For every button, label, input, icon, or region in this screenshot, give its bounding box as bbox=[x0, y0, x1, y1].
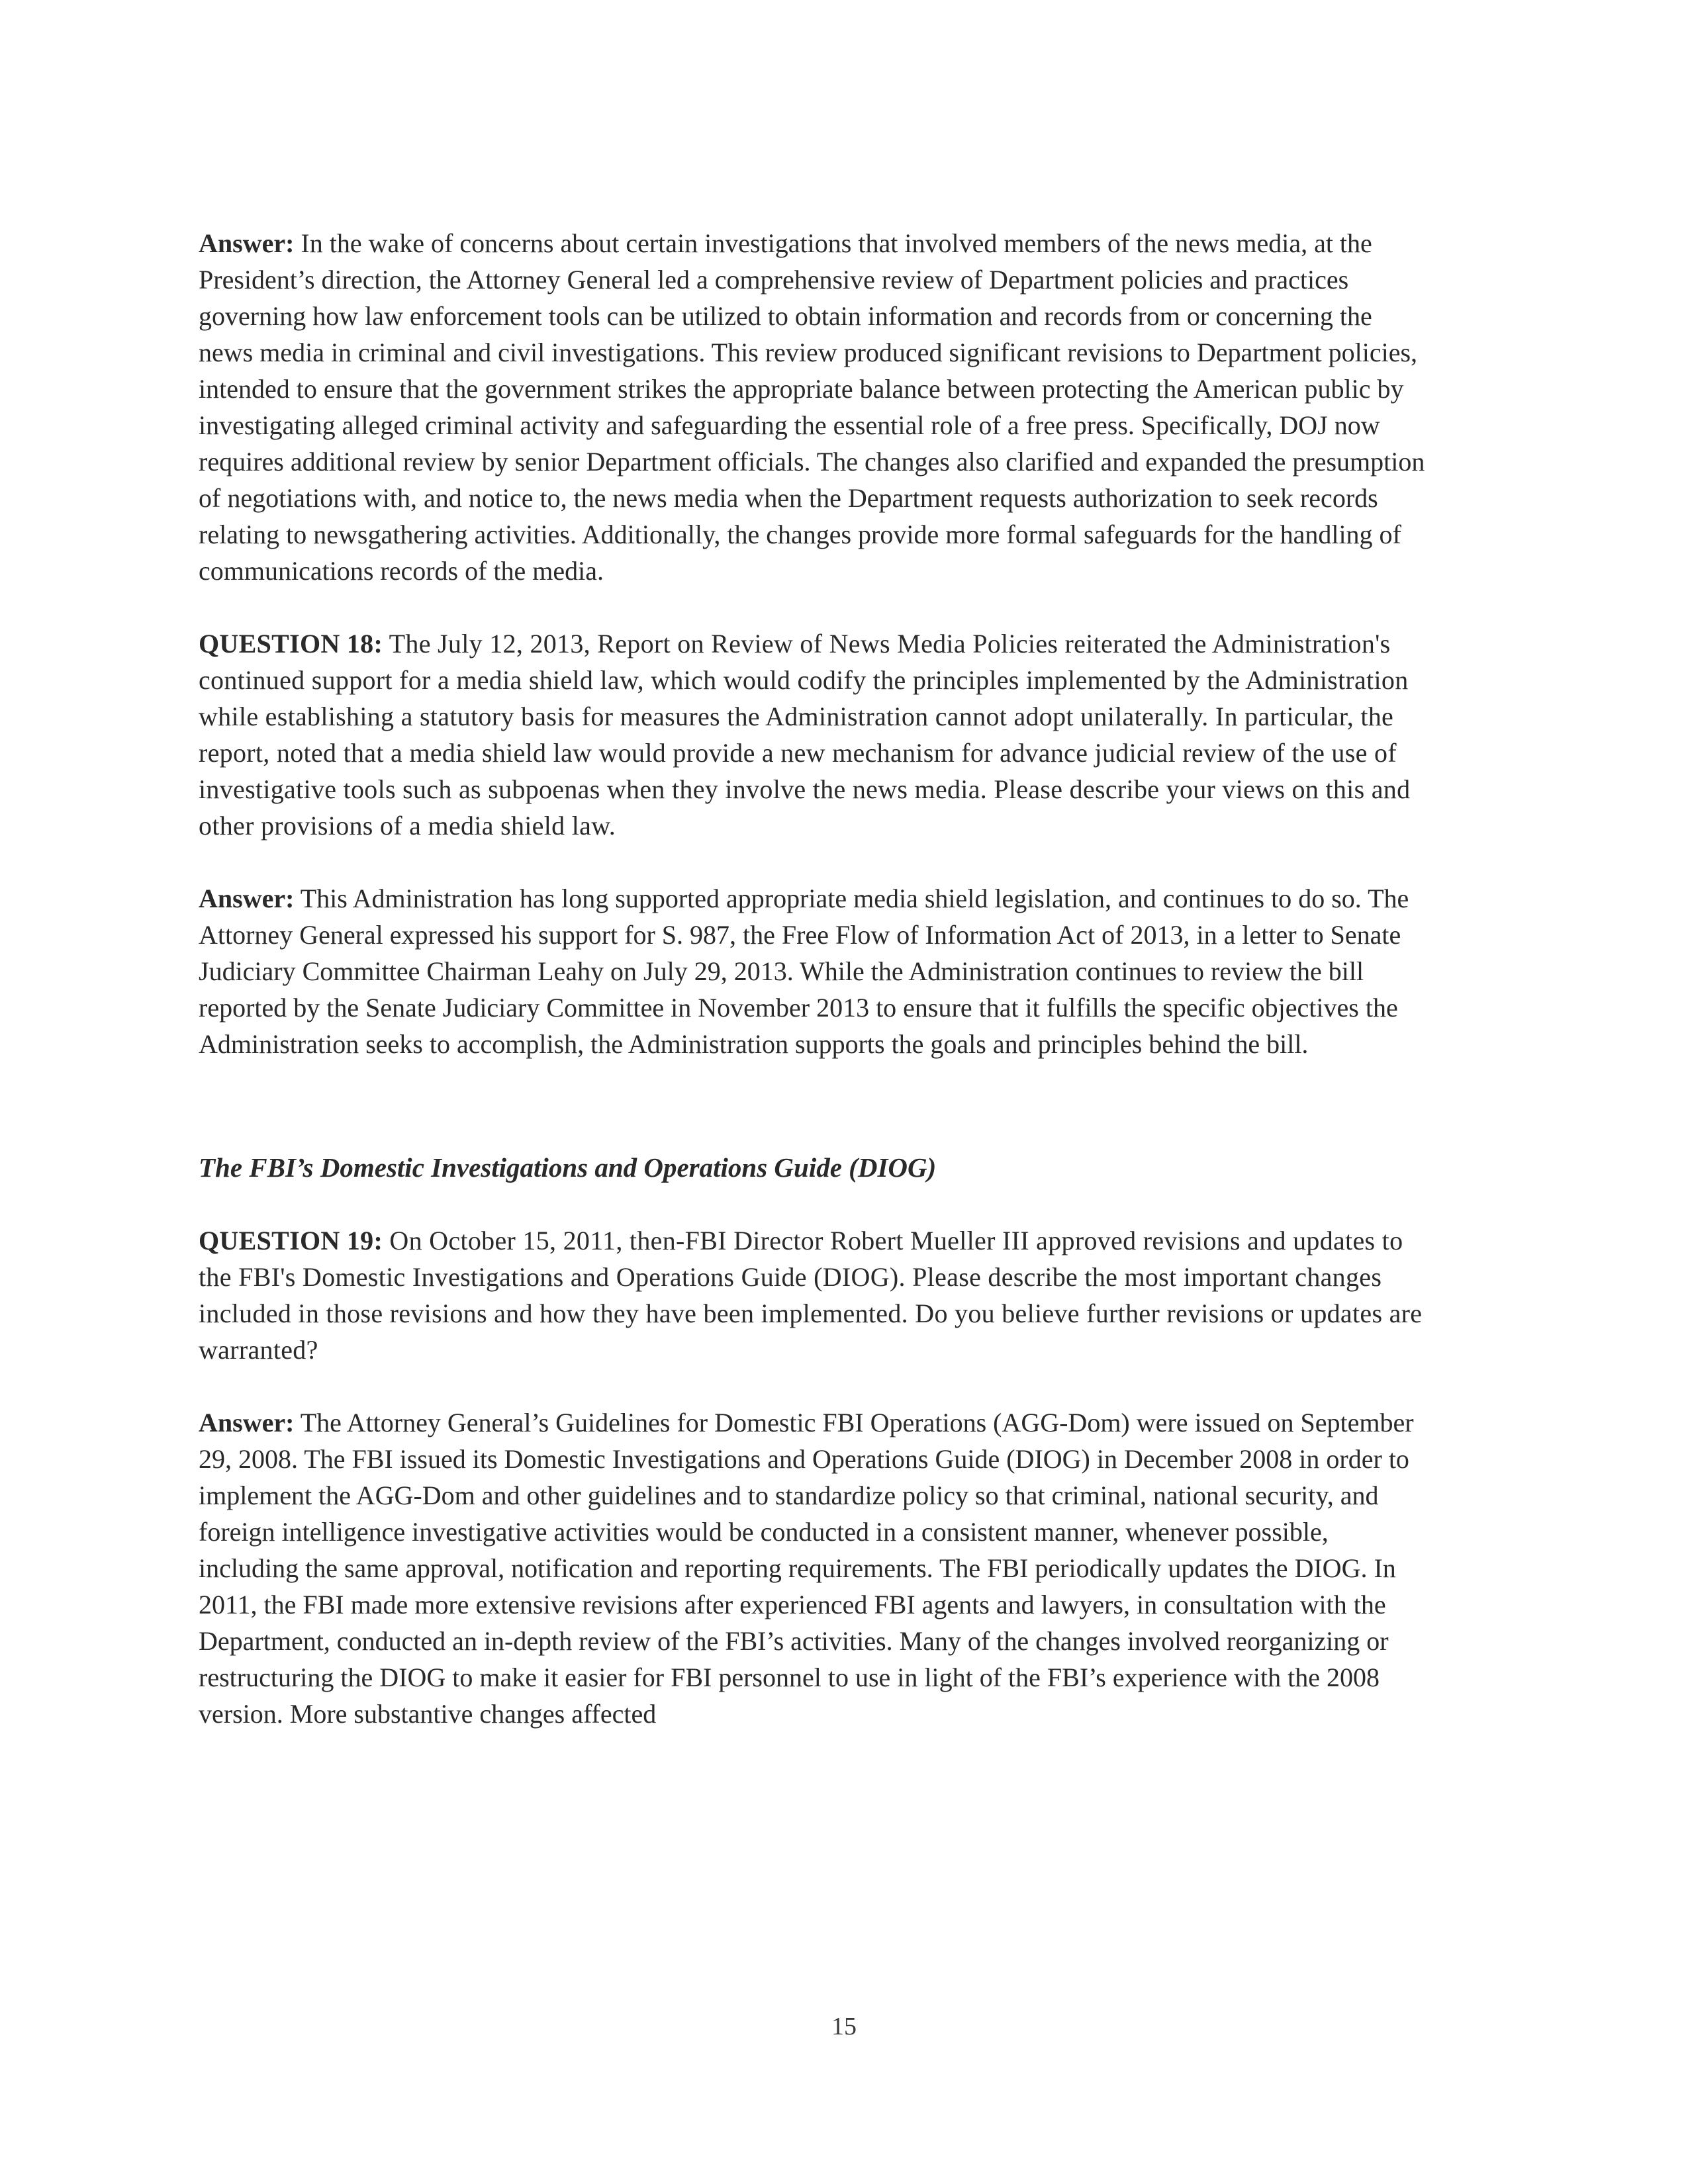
answer-18-paragraph bbox=[199, 880, 1430, 1062]
page-number: 15 bbox=[831, 2013, 857, 2040]
section-heading: The FBI’s Domestic Investigations and Operations Guide (DIOG) bbox=[199, 1152, 937, 1183]
question-19-text: On October 15, 2011, then-FBI Director Robert Mueller III approved revisions and updates to the FBI's Domestic Investigations and Operations Guide (DIOG). Please describe the most important changes included in those revisions and how they have been implemented. Do you believe further revisions or updates are warranted? bbox=[199, 1226, 1423, 1365]
answer-label: Answer: bbox=[199, 1408, 295, 1437]
question-18-label: QUESTION 18: bbox=[199, 629, 383, 659]
document-page bbox=[199, 225, 1430, 1972]
answer-19-text: The Attorney General’s Guidelines for Domestic FBI Operations (AGG-Dom) were issued on September 29, 2008. The FBI issued its Domestic Investigations and Operations Guide (DIOG) in December 2008 in order to implement the AGG-Dom and other guidelines and to standardize policy so that criminal, national security, and foreign intelligence investigative activities would be conducted in a consistent manner, whenever possible, including the same approval, notification and reporting requirements. The FBI periodically updates the DIOG. In 2011, the FBI made more extensive revisions after experienced FBI agents and lawyers, in consultation with the Department, conducted an in-depth review of the FBI’s activities. Many of the changes involved reorganizing or restructuring the DIOG to make it easier for FBI personnel to use in light of the FBI’s experience with the 2008 version. More substantive changes affected bbox=[199, 1408, 1414, 1729]
answer-17-text: In the wake of concerns about certain investigations that involved members of the news media, at the President’s direction, the Attorney General led a comprehensive review of Department policies and practices governing how law enforcement tools can be utilized to obtain information and records from or concerning the news media in criminal and civil investigations. This review produced significant revisions to Department policies, intended to ensure that the government strikes the appropriate balance between protecting the American public by investigating alleged criminal activity and safeguarding the essential role of a free press. Specifically, DOJ now requires additional review by senior Department officials. The changes also clarified and expanded the presumption of negotiations with, and notice to, the news media when the Department requests authorization to seek records relating to newsgathering activities. Additionally, the changes provide more formal safeguards for the handling of communications records of the media. bbox=[199, 228, 1425, 586]
question-18-text: The July 12, 2013, Report on Review of News Media Policies reiterated the Administration's continued support for a media shield law, which would codify the principles implemented by the Administration while establishing a statutory basis for measures the Administration cannot adopt unilaterally. In particular, the report, noted that a media shield law would provide a new mechanism for advance judicial review of the use of investigative tools such as subpoenas when they involve the news media. Please describe your views on this and other provisions of a media shield law. bbox=[199, 629, 1411, 841]
answer-label: Answer: bbox=[199, 884, 295, 913]
answer-17-paragraph bbox=[199, 225, 1430, 589]
question-19-paragraph bbox=[199, 1222, 1430, 1368]
answer-label: Answer: bbox=[199, 228, 295, 258]
answer-18-text: This Administration has long supported appropriate media shield legislation, and continues to do so. The Attorney General expressed his support for S. 987, the Free Flow of Information Act of 2013, in a letter to Senate Judiciary Committee Chairman Leahy on July 29, 2013. While the Administration continues to review the bill reported by the Senate Judiciary Committee in November 2013 to ensure that it fulfills the specific objectives the Administration seeks to accomplish, the Administration supports the goals and principles behind the bill. bbox=[199, 884, 1409, 1059]
question-18-paragraph bbox=[199, 625, 1430, 844]
question-19-label: QUESTION 19: bbox=[199, 1226, 383, 1255]
answer-19-paragraph bbox=[199, 1404, 1430, 1732]
